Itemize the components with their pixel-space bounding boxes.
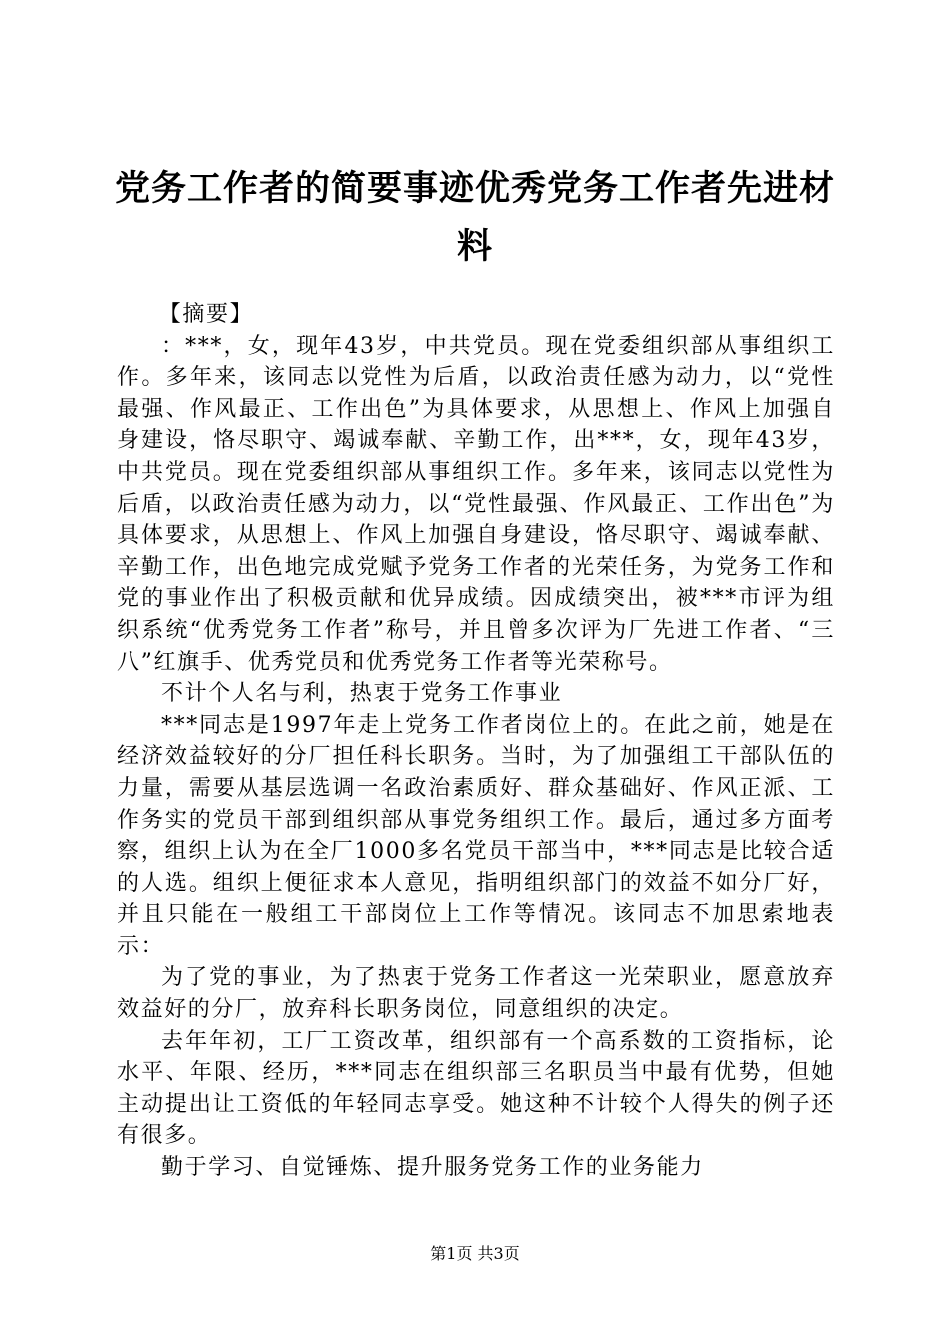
document-title: 党务工作者的简要事迹优秀党务工作者先进材料 — [114, 169, 835, 267]
body-paragraph: ***同志是1997年走上党务工作者岗位上的。在此之前，她是在经济效益较好的分厂担任科长职务。当时，为了加强组工干部队伍的力量，需要从基层选调一名政治素质好、群众基础好、作风正派、工作务实的党员干部到组织部从事党务组织工作。最后，通过多方面考察，组织上认为在全厂1000多名党员干部当中，***同志是比较合适的人选。组织上便征求本人意见，指明组织部门的效益不如分厂好，并且只能在一般组工干部岗位上工作等情况。该同志不加思索地表示： — [117, 712, 835, 959]
body-paragraph: 为了党的事业，为了热衷于党务工作者这一光荣职业，愿意放弃效益好的分厂，放弃科长职务岗位，同意组织的决定。 — [117, 965, 835, 1023]
abstract-label: 【摘要】 — [158, 302, 254, 327]
section-heading-2: 勤于学习、自觉锤炼、提升服务党务工作的业务能力 — [161, 1155, 704, 1181]
body-paragraph: 去年年初，工厂工资改革，组织部有一个高系数的工资指标，论水平、年限、经历，***同志在组织部三名职员当中最有优势，但她主动提出让工资低的年轻同志享受。她这种不计较个人得失的例子还有很多。 — [117, 1028, 835, 1149]
page-footer: 第1页 共3页 — [430, 1244, 520, 1263]
section-heading-1: 不计个人名与利，热衷于党务工作事业 — [161, 681, 563, 707]
document-body — [117, 299, 835, 1184]
abstract-paragraph: ：***，女，现年43岁，中共党员。现在党委组织部从事组织工作。多年来，该同志以党性为后盾，以政治责任感为动力，以“党性最强、作风最正、工作出色”为具体要求，从思想上、作风上加强自身建设，恪尽职守、竭诚奉献、辛勤工作，出***，女，现年43岁，中共党员。现在党委组织部从事组织工作。多年来，该同志以党性为后盾，以政治责任感为动力，以“党性最强、作风最正、工作出色”为具体要求，从思想上、作风上加强自身建设，恪尽职守、竭诚奉献、辛勤工作，出色地完成党赋予党务工作者的光荣任务，为党务工作和党的事业作出了积极贡献和优异成绩。因成绩突出，被***市评为组织系统“优秀党务工作者”称号，并且曾多次评为厂先进工作者、“三八”红旗手、优秀党员和优秀党务工作者等光荣称号。 — [117, 333, 835, 675]
